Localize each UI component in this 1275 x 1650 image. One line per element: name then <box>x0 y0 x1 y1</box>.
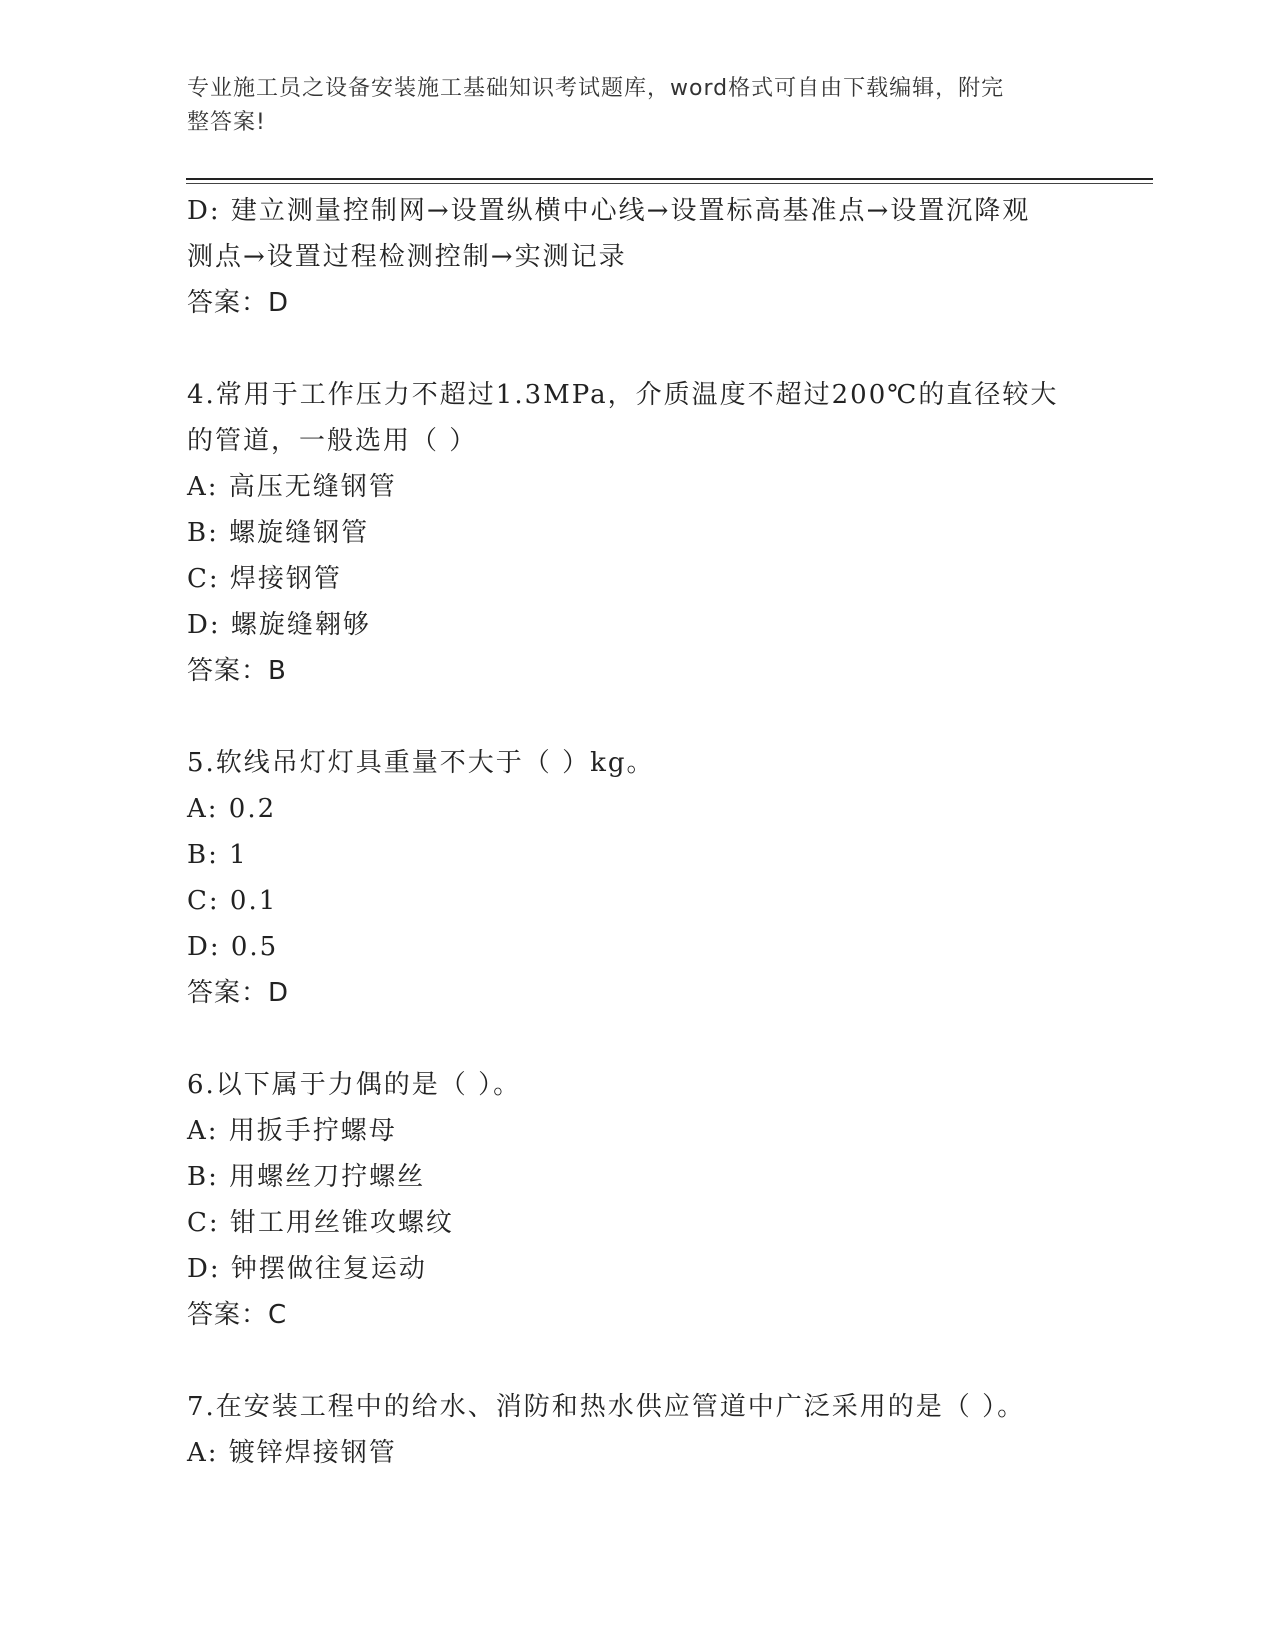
option-d: D: 钟摆做往复运动 <box>187 1254 427 1284</box>
question-3 <box>187 188 1087 326</box>
option-b: B: 用螺丝刀拧螺丝 <box>187 1162 426 1192</box>
question-5 <box>187 740 1087 1016</box>
option-c: C: 钳工用丝锥攻螺纹 <box>187 1208 454 1238</box>
header-line-1: 专业施工员之设备安装施工基础知识考试题库，word格式可自由下载编辑，附完 <box>187 76 1005 101</box>
answer: 答案：D <box>187 978 290 1008</box>
spacer <box>187 694 1087 740</box>
option-a: A: 0.2 <box>187 794 277 824</box>
option-c: C: 0.1 <box>187 886 278 916</box>
question-4 <box>187 372 1087 694</box>
spacer <box>187 326 1087 372</box>
header-divider-thick <box>186 178 1153 180</box>
option-d: D: 0.5 <box>187 932 279 962</box>
question-6 <box>187 1062 1087 1338</box>
option-a: A: 用扳手拧螺母 <box>187 1116 397 1146</box>
question-list <box>187 188 1087 1476</box>
option-d-line-2: 测点→设置过程检测控制→实测记录 <box>187 242 627 272</box>
option-a: A: 高压无缝钢管 <box>187 472 397 502</box>
answer: 答案：D <box>187 288 290 318</box>
option-d: D: 螺旋缝翱够 <box>187 610 371 640</box>
header-divider-thin <box>186 183 1153 184</box>
question-stem: 6.以下属于力偶的是（ ）。 <box>187 1070 522 1100</box>
question-stem-line-1: 4.常用于工作压力不超过1.3MPa，介质温度不超过200℃的直径较大 <box>187 380 1059 410</box>
header-line-2: 整答案! <box>187 110 266 135</box>
answer: 答案：C <box>187 1300 288 1330</box>
document-header <box>187 72 1067 140</box>
option-d-line-1: D: 建立测量控制网→设置纵横中心线→设置标高基准点→设置沉降观 <box>187 196 1031 226</box>
spacer <box>187 1016 1087 1062</box>
option-a: A: 镀锌焊接钢管 <box>187 1438 397 1468</box>
option-c: C: 焊接钢管 <box>187 564 342 594</box>
question-stem-line-2: 的管道，一般选用（ ） <box>187 426 478 456</box>
question-stem: 5.软线吊灯灯具重量不大于（ ）kg。 <box>187 748 655 778</box>
spacer <box>187 1338 1087 1384</box>
question-7 <box>187 1384 1087 1476</box>
answer: 答案：B <box>187 656 287 686</box>
option-b: B: 1 <box>187 840 248 870</box>
option-b: B: 螺旋缝钢管 <box>187 518 370 548</box>
question-stem: 7.在安装工程中的给水、消防和热水供应管道中广泛采用的是（ ）。 <box>187 1392 1026 1422</box>
